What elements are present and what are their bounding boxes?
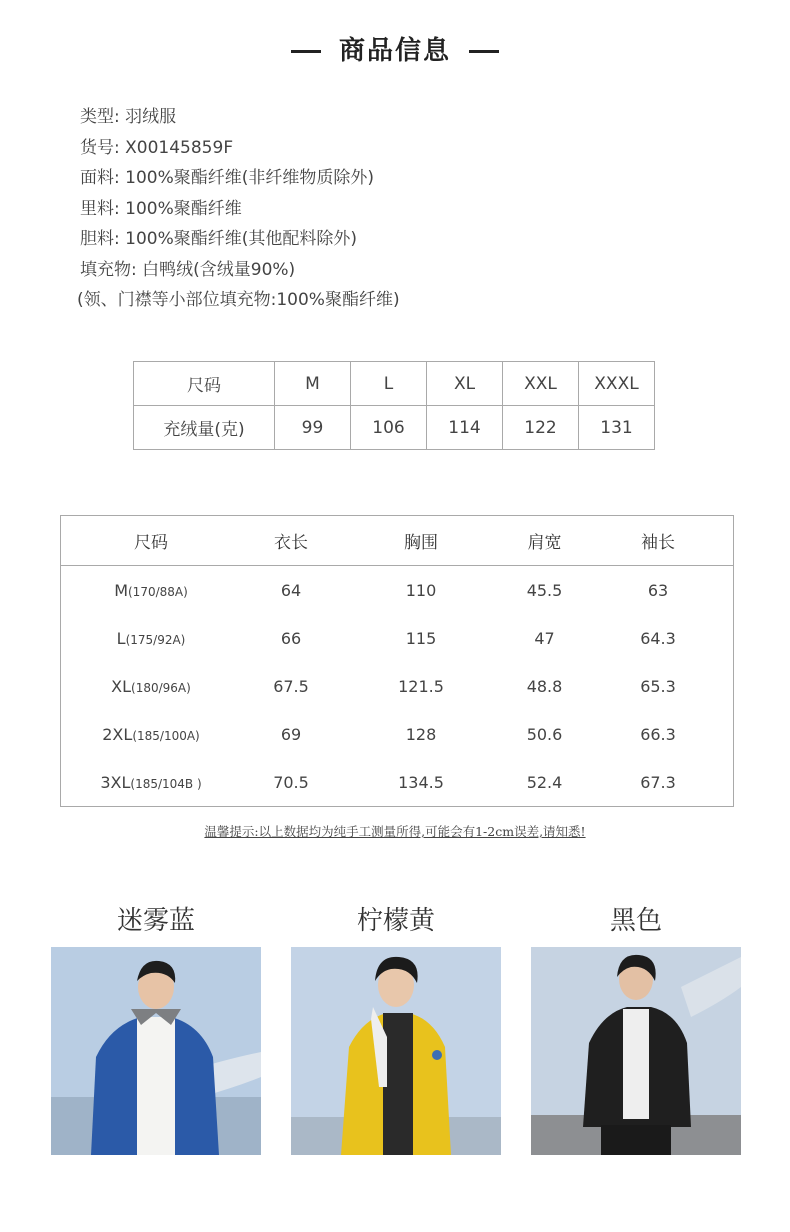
shoulder-cell: 50.6 xyxy=(526,724,563,744)
fill-table-size: M xyxy=(275,362,351,406)
photo-inner xyxy=(383,1013,413,1155)
size-cell: L(175/92A) xyxy=(116,628,186,648)
fill-table-row-label: 充绒量(克) xyxy=(134,406,275,450)
header-shoulder: 肩宽 xyxy=(527,533,562,553)
fill-table-value-row xyxy=(134,406,655,450)
product-photo-blue[interactable] xyxy=(51,947,261,1155)
fill-table-value: 122 xyxy=(503,406,579,450)
size-chart-body xyxy=(61,566,733,806)
title-dash-left xyxy=(291,50,321,53)
color-name-yellow: 柠檬黄 xyxy=(356,906,435,936)
sleeve-cell: 67.3 xyxy=(640,772,676,792)
photo-badge xyxy=(432,1050,442,1060)
table-row xyxy=(61,614,733,662)
size-cell: XL(180/96A) xyxy=(111,676,191,696)
title-dash-right xyxy=(469,50,499,53)
photo-shirt xyxy=(137,1017,175,1155)
shoulder-cell: 48.8 xyxy=(526,676,563,696)
shoulder-cell: 47 xyxy=(534,628,555,648)
table-row xyxy=(61,566,733,614)
spec-row-shell: 面料: 100%聚酯纤维(非纤维物质除外) xyxy=(80,168,375,188)
table-row xyxy=(61,758,733,806)
spec-row-filling: 填充物: 白鸭绒(含绒量90%) xyxy=(80,259,296,280)
section-title-text: 商品信息 xyxy=(338,36,451,66)
size-cell: M(170/88A) xyxy=(114,580,188,600)
photo-trousers xyxy=(601,1125,671,1155)
chest-cell: 128 xyxy=(405,724,437,744)
length-cell: 67.5 xyxy=(273,676,309,696)
color-name-black: 黑色 xyxy=(609,906,662,936)
spec-row-sku: 货号: X00145859F xyxy=(80,137,234,158)
product-photo-black[interactable] xyxy=(531,947,741,1155)
spec-row-type: 类型: 羽绒服 xyxy=(80,107,177,127)
product-photo-yellow[interactable] xyxy=(291,947,501,1155)
size-chart-header xyxy=(61,516,733,566)
header-sleeve: 袖长 xyxy=(641,533,675,553)
product-specs xyxy=(77,102,400,316)
sleeve-cell: 66.3 xyxy=(640,724,676,744)
table-row xyxy=(61,710,733,758)
header-size: 尺码 xyxy=(134,533,168,553)
header-chest: 胸围 xyxy=(404,533,438,553)
spec-row-inner: 胆料: 100%聚酯纤维(其他配料除外) xyxy=(80,229,358,249)
size-cell: 3XL(185/104B ) xyxy=(100,772,202,792)
shoulder-cell: 45.5 xyxy=(526,580,563,600)
shoulder-cell: 52.4 xyxy=(526,772,563,792)
sleeve-cell: 65.3 xyxy=(640,676,676,696)
fill-table-value: 99 xyxy=(275,406,351,450)
spec-note: (领、门襟等小部位填充物:100%聚酯纤维) xyxy=(77,290,400,310)
fill-table-value: 114 xyxy=(427,406,503,450)
chest-cell: 115 xyxy=(405,628,437,648)
chest-cell: 121.5 xyxy=(398,676,444,696)
fill-table-value: 106 xyxy=(351,406,427,450)
size-chart-table xyxy=(60,515,734,807)
fill-table-size: L xyxy=(351,362,427,406)
chest-cell: 110 xyxy=(405,580,437,600)
measurement-tip: 温馨提示:以上数据均为纯手工测量所得,可能会有1-2cm误差,请知悉! xyxy=(204,824,586,839)
spec-row-lining: 里料: 100%聚酯纤维 xyxy=(80,198,242,219)
color-name-blue: 迷雾蓝 xyxy=(116,906,195,936)
length-cell: 66 xyxy=(280,628,302,648)
fill-weight-table xyxy=(133,361,655,450)
fill-table-size: XL xyxy=(427,362,503,406)
photo-blue-illustration xyxy=(51,947,261,1155)
chest-cell: 134.5 xyxy=(398,772,444,792)
fill-table-header-row xyxy=(134,362,655,406)
photo-yellow-illustration xyxy=(291,947,501,1155)
fill-table-value: 131 xyxy=(579,406,655,450)
fill-table-size: XXXL xyxy=(579,362,655,406)
length-cell: 69 xyxy=(280,724,302,744)
table-row xyxy=(61,662,733,710)
fill-table-header-label: 尺码 xyxy=(134,362,275,406)
header-length: 衣长 xyxy=(274,533,308,553)
section-title xyxy=(0,30,790,67)
length-cell: 64 xyxy=(280,580,302,600)
fill-table-size: XXL xyxy=(503,362,579,406)
sleeve-cell: 64.3 xyxy=(640,628,676,648)
photo-black-illustration xyxy=(531,947,741,1155)
photo-shirt xyxy=(623,1009,649,1119)
sleeve-cell: 63 xyxy=(647,580,669,600)
length-cell: 70.5 xyxy=(273,772,309,792)
size-cell: 2XL(185/100A) xyxy=(102,724,200,744)
